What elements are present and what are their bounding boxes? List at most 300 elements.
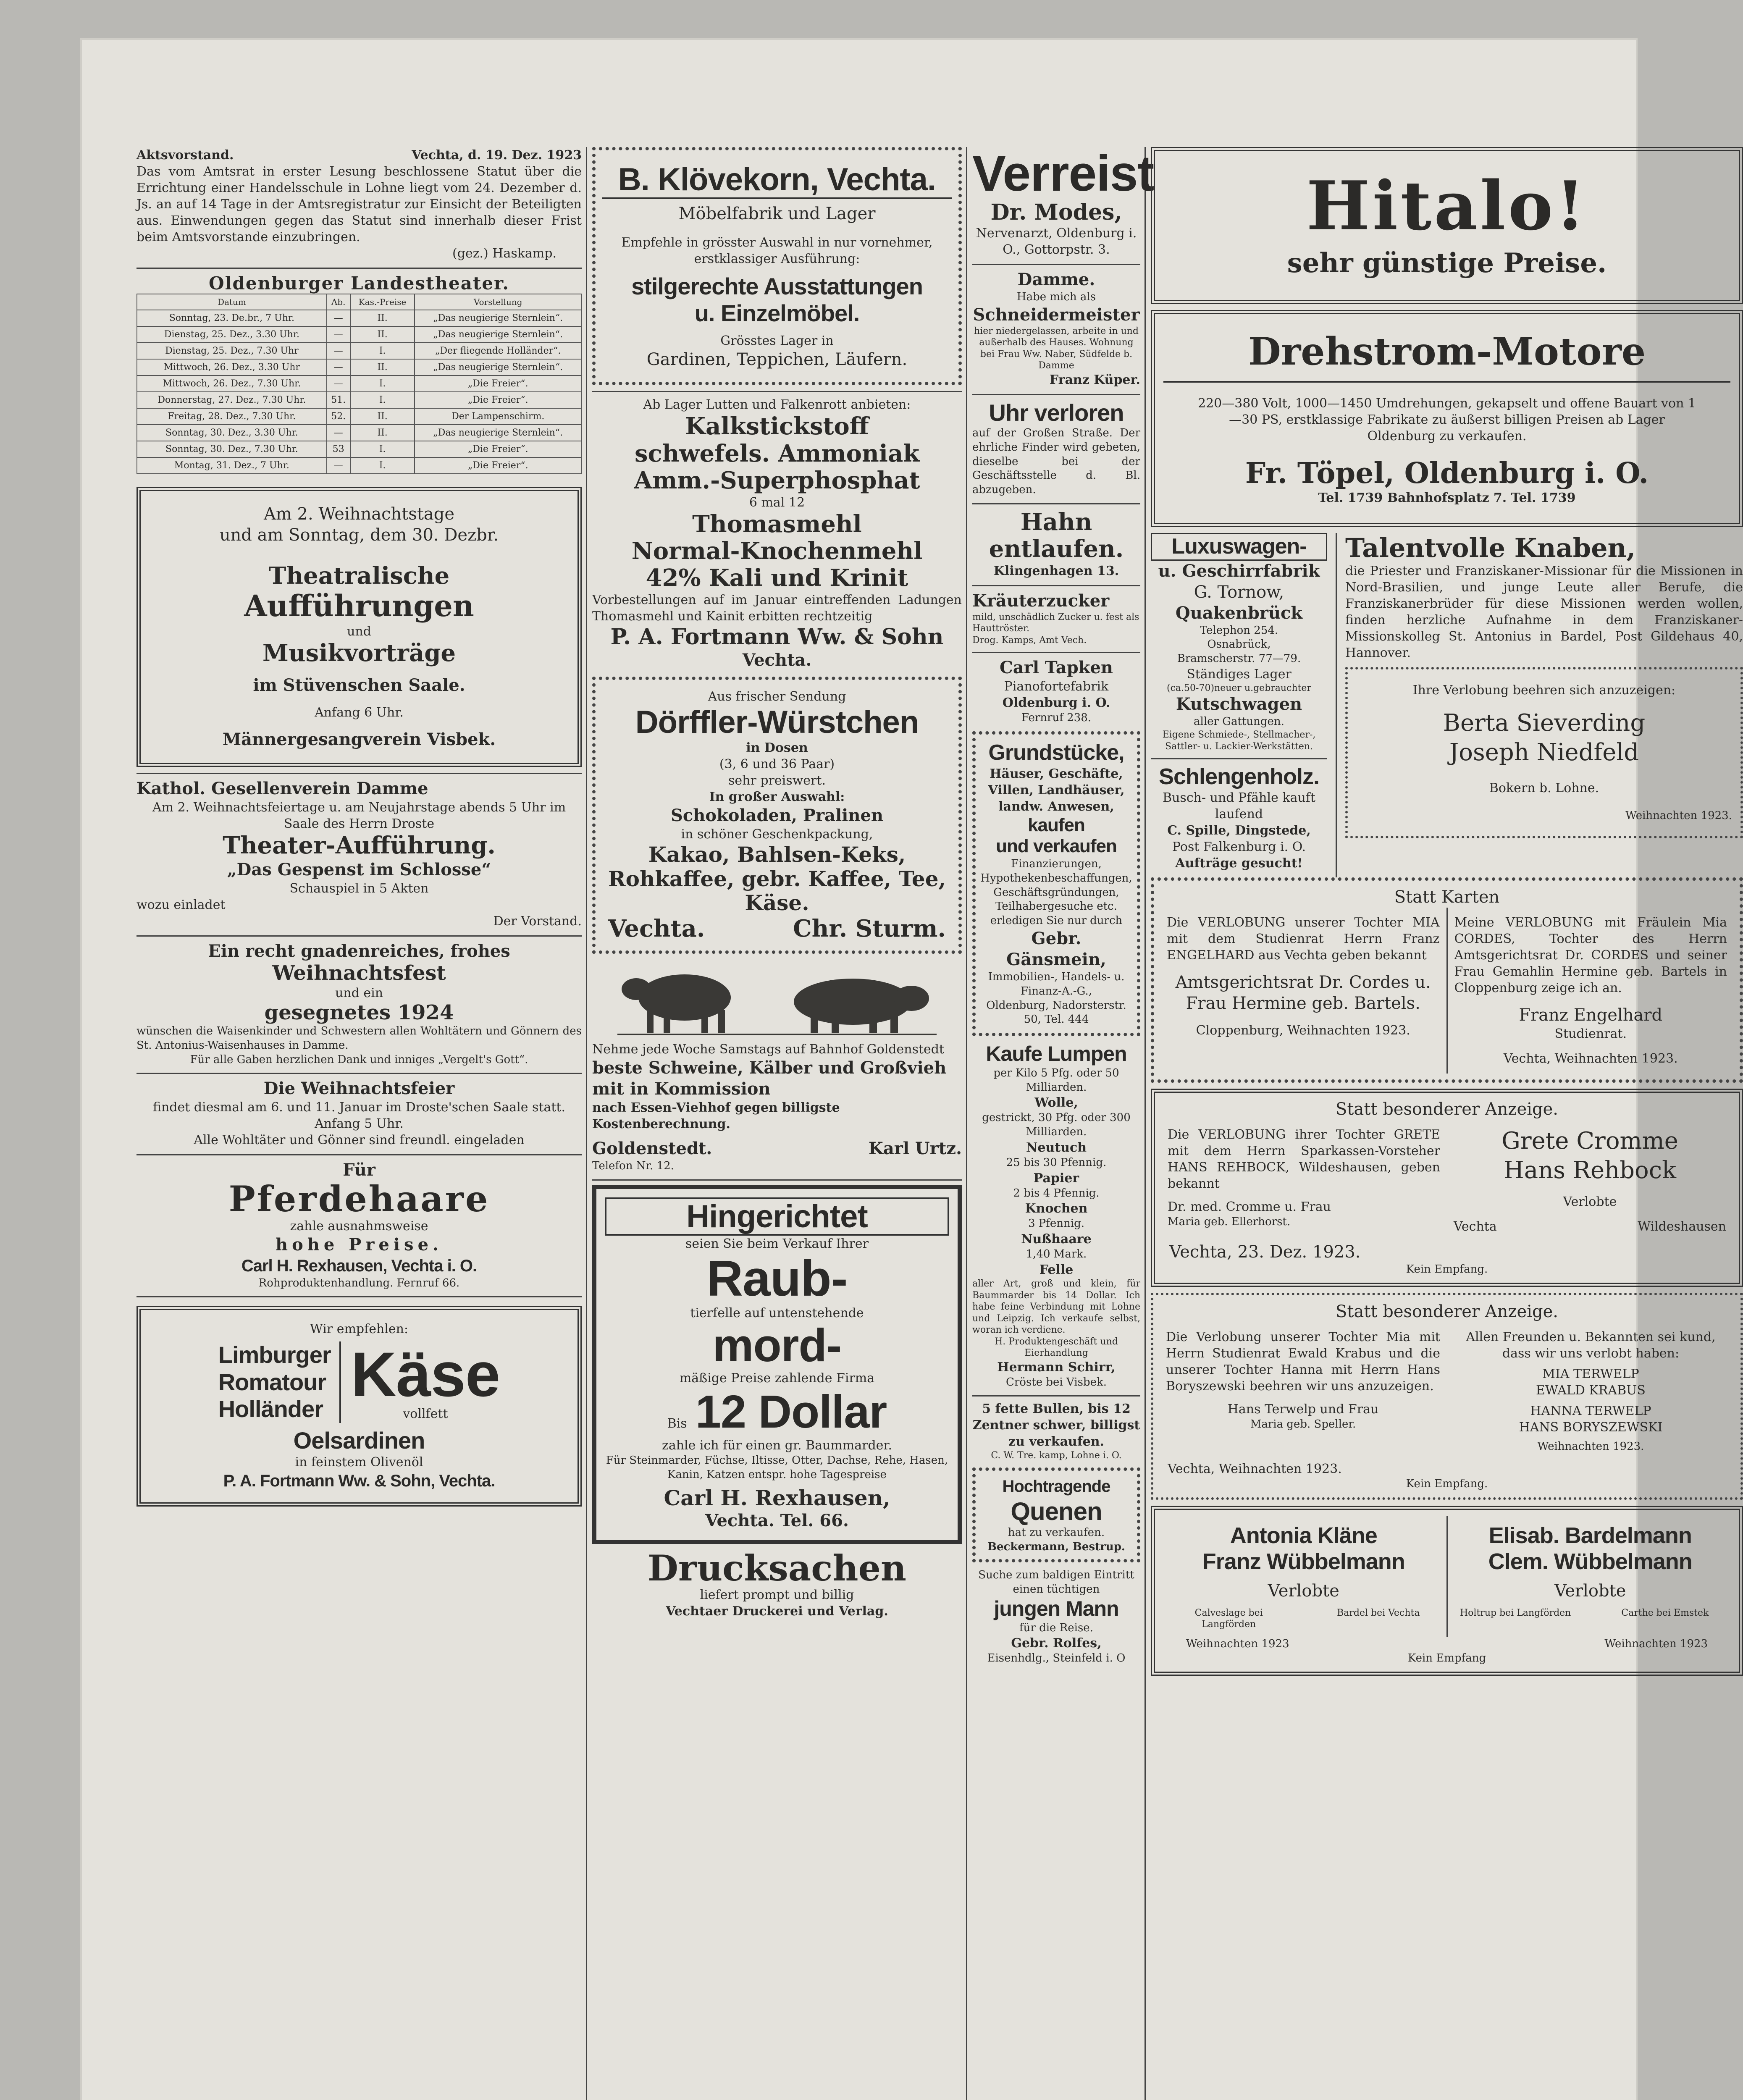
gesellenverein-ad xyxy=(136,778,582,929)
kaese-firm: P. A. Fortmann Ww. & Sohn, Vechta. xyxy=(223,1471,495,1490)
tapken-sub: Pianofortefabrik xyxy=(1004,679,1109,694)
cordes-head: Statt Karten xyxy=(1394,887,1500,907)
raub-bis: Bis xyxy=(667,1416,687,1431)
theater-cell-date: Mittwoch, 26. Dez., 3.30 Uhr xyxy=(137,359,327,375)
gesellen-head: Kathol. Gesellenverein Damme xyxy=(136,779,428,799)
urtz-name: Karl Urtz. xyxy=(869,1139,962,1158)
theater-col-show: Vorstellung xyxy=(415,294,581,310)
tapken-tel: Fernruf 238. xyxy=(1021,711,1092,724)
raubtierfelle-ad xyxy=(592,1185,962,1544)
pferde-price: hohe Preise. xyxy=(276,1234,443,1255)
theater-cell-price: II. xyxy=(350,326,415,343)
sturm-city: Vechta. xyxy=(608,914,705,942)
cordes-right: Meine VERLOBUNG mit Fräulein Mia CORDES, Tochter des Herrn Amtsgerichtsrat Dr. CORDES und seiner Frau Gemahlin Hermine geb. Bartels in Cloppenburg zeige ich an. xyxy=(1454,915,1727,996)
schlengen-post: Post Falkenburg i. O. xyxy=(1172,840,1306,855)
theater-cell-date: Sonntag, 30. Dez., 3.30 Uhr. xyxy=(137,425,327,441)
urtz-b1: beste Schweine, Kälber und Großvieh mit in Kommission xyxy=(592,1058,947,1099)
terwelp-p1b: EWALD KRABUS xyxy=(1536,1383,1646,1398)
raub-l2: tierfelle auf untenstehende xyxy=(690,1306,864,1321)
visbek-t1: Theatralische xyxy=(268,562,450,590)
tornow-t2: u. Geschirrfabrik xyxy=(1158,561,1320,581)
theater-cell-show: „Das neugierige Sternlein“. xyxy=(415,310,581,326)
kloevekorn-b4: Gardinen, Teppichen, Läufern. xyxy=(646,350,908,370)
tapken-ad xyxy=(972,657,1140,725)
cordes-right-title: Studienrat. xyxy=(1554,1026,1627,1042)
sieverding-n2: Joseph Niedfeld xyxy=(1449,739,1639,766)
theater-cell-ab: — xyxy=(327,310,350,326)
toepel-body: 220—380 Volt, 1000—1450 Umdrehungen, gekapselt und offene Bauart von 1—30 PS, erstklassige Fabrikate zu äußerst billigen Preisen ab Lager Oldenburg zu verkaufen. xyxy=(1197,396,1696,444)
theater-table-header xyxy=(137,294,581,310)
fortmann-intro: Ab Lager Lutten und Falkenrott anbieten: xyxy=(643,397,911,412)
sturm-title: Dörffler-Würstchen xyxy=(635,704,919,740)
kloevekorn-intro: Empfehle in grösster Auswahl in nur vornehmer, erstklassiger Ausführung: xyxy=(621,235,933,266)
hahn-place: Klingenhagen 13. xyxy=(993,563,1119,578)
terwelp-right-date: Weihnachten 1923. xyxy=(1537,1440,1644,1453)
cordes-left-sign: Amtsgerichtsrat Dr. Cordes u. Frau Hermine geb. Bartels. xyxy=(1175,973,1431,1013)
kraeuter-body: mild, unschädlich Zucker u. fest als Hauttröster. xyxy=(972,612,1139,634)
bullen-ad xyxy=(972,1401,1140,1462)
newspaper-page xyxy=(82,40,1743,2100)
terwelp-p2b: HANS BORYSZEWSKI xyxy=(1519,1420,1663,1435)
waisen-l1: Ein recht gnadenreiches, frohes xyxy=(208,941,510,961)
fortmann-city: Vechta. xyxy=(742,650,812,670)
druck-title: Drucksachen xyxy=(648,1547,906,1589)
notice-sign: (gez.) Haskamp. xyxy=(452,246,556,261)
hahn-t1: Hahn xyxy=(1020,508,1092,536)
lumpen-p4: 2 bis 4 Pfennig. xyxy=(1013,1186,1100,1200)
hahn-ad xyxy=(972,509,1140,579)
theater-table xyxy=(136,294,582,474)
kloevekorn-b2: u. Einzelmöbel. xyxy=(694,299,860,326)
bardelmann-ad xyxy=(1151,1506,1743,1676)
visbek-host: Männergesangverein Visbek. xyxy=(222,730,496,750)
urtz-body: Nehme jede Woche Samstags auf Bahnhof Goldenstedt xyxy=(592,1042,945,1057)
notice-head-right: Vechta, d. 19. Dez. 1923 xyxy=(412,148,582,163)
uhr-body: auf der Großen Straße. Der ehrliche Finder wird gebeten, dieselbe bei der Geschäftsstelle d. Bl. abzugeben. xyxy=(972,426,1140,496)
feier-invite: Alle Wohltäter und Gönner sind freundl. eingeladen xyxy=(194,1133,525,1148)
hahn-t2: entlaufen. xyxy=(989,535,1124,563)
theater-cell-show: „Die Freier“. xyxy=(415,457,581,474)
toepel-ad xyxy=(1151,310,1743,527)
visbek-line2: und am Sonntag, dem 30. Dezbr. xyxy=(219,525,499,545)
cromme-c2: Wildeshausen xyxy=(1638,1219,1726,1234)
kueper-trade: Schneidermeister xyxy=(973,304,1140,325)
theater-row xyxy=(137,375,581,392)
weihnachtsfeier-ad xyxy=(136,1078,582,1148)
kloevekorn-b1: stilgerechte Ausstattungen xyxy=(631,273,923,299)
cromme-date: Vechta, 23. Dez. 1923. xyxy=(1169,1242,1361,1262)
pferde-title: Pferdehaare xyxy=(228,1178,490,1220)
theater-col-ab: Ab. xyxy=(327,294,350,310)
lumpen-pa: Papier xyxy=(1033,1171,1079,1186)
sturm-d1: in Dosen xyxy=(746,740,808,756)
tornow-name: G. Tornow, xyxy=(1194,582,1284,602)
gaensmein-l1: Häuser, Geschäfte, Villen, Landhäuser, landw. Anwesen, xyxy=(988,766,1125,814)
theater-col-price: Kas.-Preise xyxy=(350,294,415,310)
visbek-t2: Aufführungen xyxy=(244,588,474,624)
terwelp-head: Statt besonderer Anzeige. xyxy=(1336,1302,1558,1322)
pferde-tail: Rohproduktenhandlung. Fernruf 66. xyxy=(258,1276,460,1289)
schlengen-name: C. Spille, Dingstede, xyxy=(1167,823,1311,838)
lumpen-p6: 1,40 Mark. xyxy=(1026,1248,1087,1261)
theater-row xyxy=(137,441,581,457)
theater-cell-price: II. xyxy=(350,310,415,326)
theater-row xyxy=(137,326,581,343)
theater-cell-date: Donnerstag, 27. Dez., 7.30 Uhr. xyxy=(137,392,327,408)
kaese-left-3: Holländer xyxy=(218,1396,323,1423)
bardel-r1: Elisab. Bardelmann xyxy=(1488,1522,1692,1548)
fortmann-body: Vorbestellungen auf im Januar eintreffenden Ladungen Thomasmehl und Kainit erbitten rechtzeitig xyxy=(592,592,962,624)
sturm-d3: sehr preiswert. xyxy=(728,773,826,788)
terwelp-left-sign2: Maria geb. Speller. xyxy=(1250,1418,1356,1431)
quenen-ad xyxy=(972,1467,1140,1563)
kraeuter-drog: Drog. Kamps, Amt Vech. xyxy=(972,635,1087,646)
quenen-sub: hat zu verkaufen. xyxy=(1008,1526,1105,1539)
column-rule xyxy=(586,147,587,2100)
gaensmein-l5: Immobilien-, Handels- u. Finanz-A.-G., xyxy=(988,971,1125,998)
cattle-and-pig-icon xyxy=(617,960,937,1040)
kloevekorn-title: B. Klövekorn, Vechta. xyxy=(602,162,952,199)
amtsvorstand-notice xyxy=(136,147,582,262)
sturm-intro: Aus frischer Sendung xyxy=(708,689,846,704)
raub-big2: mord- xyxy=(712,1320,842,1372)
terwelp-ad xyxy=(1151,1293,1743,1500)
notice-head-left: Aktsvorstand. xyxy=(136,148,234,163)
tornow-tel: Telephon 254. xyxy=(1200,624,1278,637)
visbek-place: im Stüvenschen Saale. xyxy=(253,675,465,696)
gaensmein-title: Grundstücke, xyxy=(988,740,1124,765)
sturm-d2: (3, 6 und 36 Paar) xyxy=(719,757,835,772)
theater-row xyxy=(137,343,581,359)
theater-row xyxy=(137,392,581,408)
fortmann-p5: Normal-Knochenmehl xyxy=(631,537,923,565)
col4-right xyxy=(1336,533,1743,878)
toepel-title: Drehstrom-Motore xyxy=(1163,331,1730,383)
theater-cell-price: II. xyxy=(350,359,415,375)
bardel-kein: Kein Empfang xyxy=(1407,1651,1486,1664)
column-2 xyxy=(592,147,962,2100)
gaensmein-l2: kaufen xyxy=(1028,814,1085,835)
hitalo-title: Hitalo! xyxy=(1306,166,1588,245)
tornow-ad xyxy=(1151,533,1327,752)
kloevekorn-b3: Grösstes Lager in xyxy=(720,333,834,349)
hitalo-ad xyxy=(1151,147,1743,304)
theater-cell-date: Freitag, 28. Dez., 7.30 Uhr. xyxy=(137,408,327,425)
waisen-l4: gesegnetes 1924 xyxy=(264,1000,454,1024)
mann-title: jungen Mann xyxy=(994,1597,1119,1621)
column-4 xyxy=(1151,147,1743,2100)
cordes-engelhard-ad xyxy=(1151,877,1743,1083)
kueper-body2: hier niedergelassen, arbeite in und außerhalb des Hauses. Wohnung bei Frau Ww. Naber, Südfelde b. Damme xyxy=(974,326,1139,371)
fortmann-p3: Amm.-Superphosphat xyxy=(634,467,920,495)
lumpen-title: Kaufe Lumpen xyxy=(986,1042,1127,1066)
raub-city: Vechta. Tel. 66. xyxy=(705,1510,849,1530)
visbek-line1: Am 2. Weihnachtstage xyxy=(263,504,455,524)
kraeuterzucker-ad xyxy=(972,591,1140,646)
kueper-city: Damme. xyxy=(1017,269,1095,289)
theater-cell-show: „Die Freier“. xyxy=(415,441,581,457)
theater-cell-ab: 53 xyxy=(327,441,350,457)
waisenhaus-ad xyxy=(136,941,582,1067)
column-rule xyxy=(966,147,967,2100)
terwelp-date: Vechta, Weihnachten 1923. xyxy=(1168,1461,1342,1476)
theater-row xyxy=(137,310,581,326)
verreist-title: Verreist xyxy=(972,145,1154,202)
kaese-empf: Wir empfehlen: xyxy=(310,1322,409,1337)
verreist-body: Nervenarzt, Oldenburg i. O., Gottorpstr. 3. xyxy=(976,226,1137,257)
gaensmein-addr: Oldenburg, Nadorsterstr. 50, Tel. 444 xyxy=(986,999,1126,1026)
bullen-sign: C. W. Tre. kamp, Lohne i. O. xyxy=(991,1450,1122,1461)
terwelp-left-sign: Hans Terwelp und Frau xyxy=(1227,1402,1379,1417)
theater-cell-price: I. xyxy=(350,457,415,474)
sturm-d6: in schöner Geschenkpackung, xyxy=(681,827,873,842)
druck-sub: liefert prompt und billig xyxy=(700,1588,854,1603)
sturm-d9: Käse. xyxy=(745,890,809,916)
theater-cell-price: II. xyxy=(350,408,415,425)
sturm-d5: Schokoladen, Pralinen xyxy=(671,806,883,826)
sieverding-date: Weihnachten 1923. xyxy=(1625,809,1732,822)
lumpen-place: Cröste bei Visbek. xyxy=(1005,1376,1107,1389)
bardel-verl-left: Verlobte xyxy=(1268,1581,1339,1601)
kaese-big: Käse xyxy=(351,1339,500,1410)
theater-cell-ab: — xyxy=(327,425,350,441)
cromme-left: Die VERLOBUNG ihrer Tochter GRETE mit dem Herrn Sparkassen-Vorsteher HANS REHBOCK, Wildeshausen, geben bekannt xyxy=(1168,1127,1440,1192)
cordes-right-place: Vechta, Weihnachten 1923. xyxy=(1503,1051,1678,1066)
sieverding-n1: Berta Sieverding xyxy=(1443,709,1646,737)
raub-big1: Raub- xyxy=(706,1250,848,1307)
raub-l3: mäßige Preise zahlende Firma xyxy=(679,1370,875,1386)
sieverding-place: Bokern b. Lohne. xyxy=(1489,781,1599,796)
terwelp-kein: Kein Empfang. xyxy=(1406,1477,1488,1490)
tornow-city: Quakenbrück xyxy=(1175,603,1303,623)
bardel-lp2: Bardel bei Vechta xyxy=(1337,1607,1420,1618)
gesellen-body: Am 2. Weihnachtsfeiertage u. am Neujahrstage abends 5 Uhr im Saale des Herrn Droste xyxy=(152,800,566,832)
column-3 xyxy=(972,145,1154,2100)
theater-title: Oldenburger Landestheater. xyxy=(209,273,509,294)
sieverding-intro: Ihre Verlobung beehren sich anzuzeigen: xyxy=(1412,683,1676,698)
drucksachen-ad xyxy=(592,1547,962,1620)
lumpen-p2: gestrickt, 30 Pfg. oder 300 Milliarden. xyxy=(982,1111,1131,1139)
bardel-date-right: Weihnachten 1923 xyxy=(1604,1637,1708,1650)
theater-row xyxy=(137,425,581,441)
verreist-ad xyxy=(972,145,1154,258)
pferde-firm: Carl H. Rexhausen, Vechta i. O. xyxy=(241,1256,477,1275)
bardel-date-left: Weihnachten 1923 xyxy=(1186,1637,1289,1650)
fortmann-firm: P. A. Fortmann Ww. & Sohn xyxy=(610,624,944,650)
lumpen-p5: 3 Pfennig. xyxy=(1028,1217,1085,1230)
sturm-firm: Chr. Sturm. xyxy=(793,914,946,942)
col4-left xyxy=(1151,533,1327,878)
bardel-rp1: Holtrup bei Langförden xyxy=(1460,1607,1571,1618)
theater-cell-ab: — xyxy=(327,375,350,392)
theater-cell-price: II. xyxy=(350,425,415,441)
notice-body: Das vom Amtsrat in erster Lesung beschlossene Statut über die Errichtung einer Handelsschule in Lohne liegt vom 24. Dezember d. Js. an auf 14 Tage in der Amtsregistratur zur Einsicht der Beteiligten aus. Einwendungen gegen das Statut sind innerhalb dieser Frist beim Amtsvorstande einzubringen. xyxy=(136,164,582,244)
gaensmein-ad xyxy=(972,731,1140,1036)
bardel-r2: Clem. Wübbelmann xyxy=(1488,1549,1692,1574)
theater-cell-ab: 51. xyxy=(327,392,350,408)
pferdehaare-ad xyxy=(136,1160,582,1290)
toepel-tel: Tel. 1739 Bahnhofsplatz 7. Tel. 1739 xyxy=(1318,490,1576,505)
cordes-left: Die VERLOBUNG unserer Tochter MIA mit dem Studienrat Herrn Franz ENGELHARD aus Vechta geben bekannt xyxy=(1167,915,1440,963)
kueper-name: Franz Küper. xyxy=(1049,372,1140,387)
theater-cell-show: Der Lampenschirm. xyxy=(415,408,581,425)
kaese-ad xyxy=(136,1306,582,1507)
talent-title: Talentvolle Knaben, xyxy=(1345,532,1636,563)
lumpen-firm: H. Produktengeschäft und Eierhandlung xyxy=(995,1336,1118,1359)
raub-firm: Carl H. Rexhausen, xyxy=(664,1486,890,1511)
theater-cell-show: „Der fliegende Holländer“. xyxy=(415,343,581,359)
druck-firm: Vechtaer Druckerei und Verlag. xyxy=(666,1604,888,1619)
gaensmein-firm: Gebr. Gänsmein, xyxy=(1006,929,1106,970)
lumpen-p1: per Kilo 5 Pfg. oder 50 Milliarden. xyxy=(993,1066,1119,1094)
mann-sub: für die Reise. xyxy=(1019,1621,1093,1634)
schlengen-ask: Aufträge gesucht! xyxy=(1175,856,1303,871)
sturm-d7: Kakao, Bahlsen-Keks, xyxy=(648,842,906,867)
gesellen-invite: wozu einladet xyxy=(136,897,226,912)
urtz-place: Goldenstedt. xyxy=(592,1139,712,1158)
feier-title: Die Weihnachtsfeier xyxy=(263,1079,455,1099)
feier-body: findet diesmal am 6. und 11. Januar im Droste'schen Saale statt. xyxy=(152,1100,566,1115)
lumpen-w: Wolle, xyxy=(1034,1095,1078,1110)
terwelp-p1a: MIA TERWELP xyxy=(1542,1367,1639,1382)
talent-ad xyxy=(1345,533,1743,661)
column-rule xyxy=(1144,147,1146,2100)
kloevekorn-ad xyxy=(592,147,962,385)
raub-head: Hingerichtet xyxy=(605,1197,949,1236)
cromme-verl: Verlobte xyxy=(1563,1194,1617,1210)
mann-name: Gebr. Rolfes, xyxy=(1011,1636,1102,1651)
cordes-left-place: Cloppenburg, Weihnachten 1923. xyxy=(1196,1023,1410,1038)
theater-cell-price: I. xyxy=(350,392,415,408)
fortmann-p2: schwefels. Ammoniak xyxy=(634,439,920,467)
raub-l5: Für Steinmarder, Füchse, Iltisse, Otter, Dachse, Rehe, Hasen, Kanin, Katzen entspr. hohe Tagespreise xyxy=(606,1454,948,1481)
waisen-l2: Weihnachtsfest xyxy=(272,961,446,985)
pferde-sub: zahle ausnahmsweise xyxy=(290,1218,428,1234)
kaese-sard-sub: in feinstem Olivenöl xyxy=(295,1454,423,1470)
mann-place: Eisenhdlg., Steinfeld i. O xyxy=(987,1652,1126,1665)
quenen-t1: Hochtragende xyxy=(1002,1477,1110,1496)
urtz-tel: Telefon Nr. 12. xyxy=(592,1160,674,1172)
gaensmein-l3: und verkaufen xyxy=(996,836,1117,857)
gesellen-play: „Das Gespenst im Schlosse“ xyxy=(227,859,491,879)
fortmann-p1: Kalkstickstoff xyxy=(685,412,869,441)
tornow-own: Eigene Schmiede-, Stellmacher-, Sattler- u. Lackier-Werkstätten. xyxy=(1162,730,1316,752)
theater-cell-date: Dienstag, 25. Dez., 3.30 Uhr. xyxy=(137,326,327,343)
schlengen-body: Busch- und Pfähle kauft laufend xyxy=(1163,790,1315,822)
mann-body: Suche zum baldigen Eintritt einen tüchtigen xyxy=(978,1569,1134,1596)
kaese-left-1: Limburger xyxy=(218,1341,331,1368)
theater-cell-price: I. xyxy=(350,343,415,359)
kaese-varieties xyxy=(218,1341,341,1423)
tornow-kutsch: Kutschwagen xyxy=(1176,694,1302,714)
fortmann-p4: Thomasmehl xyxy=(692,510,862,538)
kaese-sard: Oelsardinen xyxy=(293,1427,425,1454)
bardel-lp1: Calveslage bei Langförden xyxy=(1194,1607,1263,1630)
livestock-illustration xyxy=(592,960,962,1041)
tornow-os: Osnabrück, xyxy=(1207,638,1271,651)
cromme-c1: Vechta xyxy=(1454,1219,1497,1234)
kloevekorn-sub: Möbelfabrik und Lager xyxy=(678,204,876,223)
schlengenholz-ad xyxy=(1151,764,1327,872)
theater-cell-show: „Das neugierige Sternlein“. xyxy=(415,425,581,441)
theater-cell-price: I. xyxy=(350,441,415,457)
gaensmein-l4: Finanzierungen, Hypothekenbeschaffungen, Geschäftsgründungen, Teilhabergesuche etc. erledigen Sie nur durch xyxy=(980,858,1132,927)
talent-body: die Priester und Franziskaner-Missionar für die Missionen in Nord-Brasilien, und junge Leute aller Berufe, die Franziskanerbrüder für diese Missionen werden wollen, finden herzliche Aufnahme in dem Franziskaner-Missionskolleg St. Antonius in Bardel, Post Gildehaus 40, Hannover. xyxy=(1345,564,1743,661)
uhr-ad xyxy=(972,399,1140,497)
uhr-title: Uhr verloren xyxy=(989,399,1124,426)
theater-cell-show: „Das neugierige Sternlein“. xyxy=(415,326,581,343)
tornow-addr: Bramscherstr. 77—79. xyxy=(1177,652,1301,665)
tapken-name: Carl Tapken xyxy=(999,658,1113,678)
theater-cell-show: „Die Freier“. xyxy=(415,375,581,392)
jungen-mann-ad xyxy=(972,1568,1140,1666)
theater-cell-date: Montag, 31. Dez., 7 Uhr. xyxy=(137,457,327,474)
kraeuter-title: Kräuterzucker xyxy=(972,591,1110,611)
tornow-lager2: (ca.50-70)neuer u.gebrauchter xyxy=(1167,682,1311,693)
kaese-left-2: Romatour xyxy=(218,1368,326,1395)
cromme-n2: Hans Rehbock xyxy=(1503,1157,1677,1184)
theater-cell-show: „Die Freier“. xyxy=(415,392,581,408)
verreist-name: Dr. Modes, xyxy=(990,200,1122,225)
cromme-head: Statt besonderer Anzeige. xyxy=(1336,1100,1558,1119)
sturm-d4: In großer Auswahl: xyxy=(709,790,845,805)
fortmann-duenger-ad xyxy=(592,396,962,670)
kueper-body: Habe mich als xyxy=(1016,290,1096,303)
theater-cell-date: Sonntag, 23. De.br., 7 Uhr. xyxy=(137,310,327,326)
waisen-body: wünschen die Waisenkinder und Schwestern allen Wohltätern und Gönnern des St. Antonius-Waisenhauses in Damme. xyxy=(136,1025,582,1052)
theater-cell-date: Dienstag, 25. Dez., 7.30 Uhr xyxy=(137,343,327,359)
gesellen-title: Theater-Aufführung. xyxy=(223,832,496,860)
lumpen-name: Hermann Schirr, xyxy=(997,1360,1116,1375)
visbek-t3: Musikvorträge xyxy=(262,639,456,667)
gesellen-sub: Schauspiel in 5 Akten xyxy=(289,881,429,896)
hitalo-sub: sehr günstige Preise. xyxy=(1287,247,1607,279)
theater-cell-ab: 52. xyxy=(327,408,350,425)
column-1 xyxy=(136,147,582,2100)
schlengen-title: Schlengenholz. xyxy=(1158,764,1320,790)
pferde-fuer: Für xyxy=(343,1160,375,1180)
theater-row xyxy=(137,457,581,474)
tapken-city: Oldenburg i. O. xyxy=(1002,696,1110,711)
fortmann-p3b: 6 mal 12 xyxy=(749,495,805,510)
urtz-b2: nach Essen-Viehhof gegen billigste Kostenberechnung. xyxy=(592,1100,840,1131)
waisen-thanks: Für alle Gaben herzlichen Dank und inniges „Vergelt's Gott“. xyxy=(190,1053,528,1066)
theater-col-date: Datum xyxy=(137,294,327,310)
cromme-left-sign: Dr. med. Cromme u. Frau xyxy=(1168,1200,1331,1215)
theater-cell-ab: — xyxy=(327,359,350,375)
theater-cell-ab: — xyxy=(327,326,350,343)
cordes-right-sign: Franz Engelhard xyxy=(1519,1005,1663,1025)
theater-cell-ab: — xyxy=(327,457,350,474)
raub-l1: seien Sie beim Verkauf Ihrer xyxy=(685,1236,869,1252)
theater-row xyxy=(137,359,581,375)
tornow-kutsch2: aller Gattungen. xyxy=(1194,715,1284,728)
cromme-n1: Grete Cromme xyxy=(1502,1127,1678,1155)
bardel-l2: Franz Wübbelmann xyxy=(1202,1549,1405,1574)
theater-cell-date: Mittwoch, 26. Dez., 7.30 Uhr. xyxy=(137,375,327,392)
cromme-left-sign2: Maria geb. Ellerhorst. xyxy=(1168,1215,1291,1228)
visbek-und: und xyxy=(347,624,371,639)
feier-time: Anfang 5 Uhr. xyxy=(315,1116,404,1131)
terwelp-p2a: HANNA TERWELP xyxy=(1530,1404,1651,1419)
bullen-body: 5 fette Bullen, bis 12 Zentner schwer, billigst zu verkaufen. xyxy=(972,1402,1140,1449)
bardel-l1: Antonia Kläne xyxy=(1230,1522,1377,1548)
theater-cell-date: Sonntag, 30. Dez., 7.30 Uhr. xyxy=(137,441,327,457)
theater-cell-show: „Das neugierige Sternlein“. xyxy=(415,359,581,375)
fortmann-p6: 42% Kali und Krinit xyxy=(646,564,908,592)
kueper-ad xyxy=(972,269,1140,388)
visbek-time: Anfang 6 Uhr. xyxy=(315,705,404,720)
